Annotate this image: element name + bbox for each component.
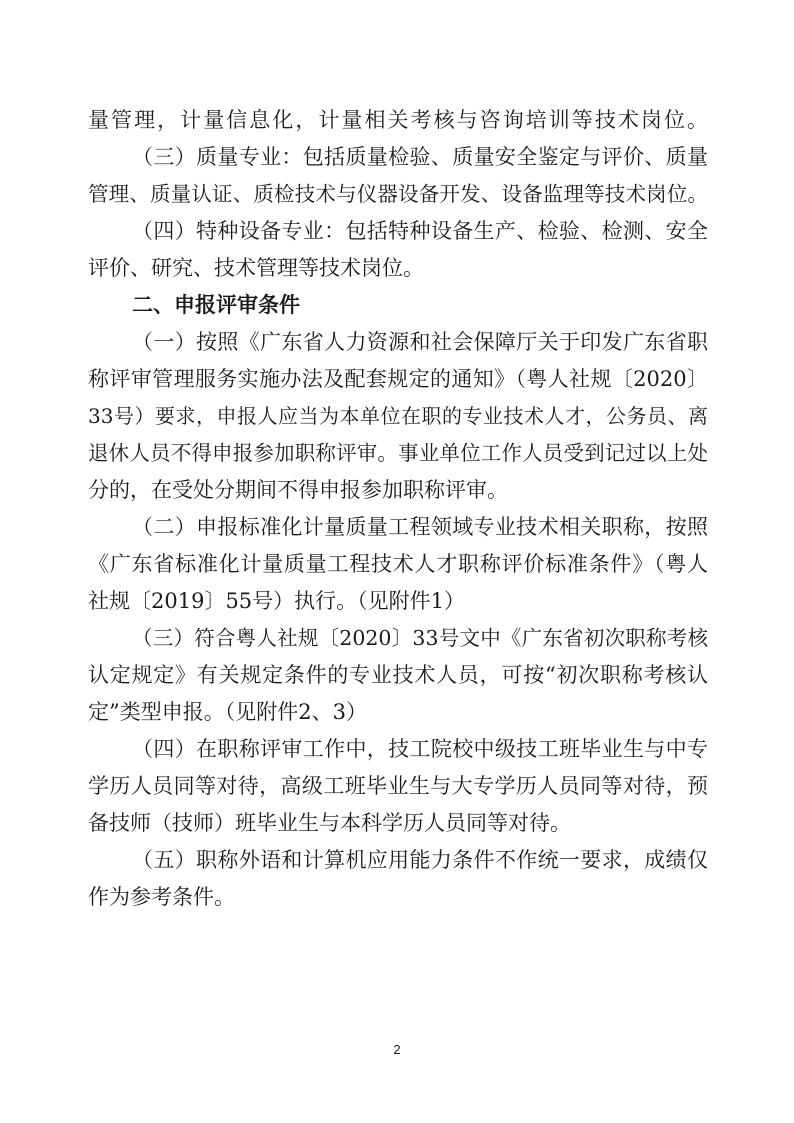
page-number: 2 — [393, 1042, 401, 1057]
body-line: 管理、质量认证、质检技术与仪器设备开发、设备监理等技术岗位。 — [88, 182, 708, 206]
body-line: 分的，在受处分期间不得申报参加职称评审。 — [88, 478, 508, 502]
body-line: （四）特种设备专业：包括特种设备生产、检验、检测、安全 — [132, 219, 708, 243]
body-line: 称评审管理服务实施办法及配套规定的通知》（粤人社规〔2020〕 — [88, 367, 708, 391]
body-line: 学历人员同等对待，高级工班毕业生与大专学历人员同等对待，预 — [88, 774, 708, 798]
body-line: 《广东省标准化计量质量工程技术人才职称评价标准条件》（粤人 — [88, 552, 708, 576]
document-body — [88, 102, 708, 916]
body-line: （一）按照《广东省人力资源和社会保障厅关于印发广东省职 — [132, 330, 708, 354]
body-line: 认定规定》有关规定条件的专业技术人员，可按“初次职称考核认 — [88, 663, 708, 687]
body-line: （三）符合粤人社规〔2020〕33号文中《广东省初次职称考核 — [132, 626, 708, 650]
body-line: 量管理，计量信息化，计量相关考核与咨询培训等技术岗位。 — [88, 108, 708, 132]
body-line: 作为参考条件。 — [88, 885, 235, 909]
body-line: 备技师（技师）班毕业生与本科学历人员同等对待。 — [88, 811, 571, 835]
body-line: 退休人员不得申报参加职称评审。事业单位工作人员受到记过以上处 — [88, 441, 708, 465]
body-line: 评价、研究、技术管理等技术岗位。 — [88, 256, 424, 280]
body-line: （五）职称外语和计算机应用能力条件不作统一要求，成绩仅 — [132, 848, 708, 872]
body-line: 定”类型申报。（见附件2、3） — [88, 700, 367, 724]
body-line: （三）质量专业：包括质量检验、质量安全鉴定与评价、质量 — [132, 145, 708, 169]
body-line: 33号）要求，申报人应当为本单位在职的专业技术人才，公务员、离 — [88, 404, 708, 428]
body-line: 社规〔2019〕55号）执行。（见附件1） — [88, 589, 466, 613]
section-heading: 二、申报评审条件 — [132, 293, 300, 317]
body-line: （四）在职称评审工作中，技工院校中级技工班毕业生与中专 — [132, 737, 708, 761]
body-line: （二）申报标准化计量质量工程领域专业技术相关职称，按照 — [132, 515, 708, 539]
